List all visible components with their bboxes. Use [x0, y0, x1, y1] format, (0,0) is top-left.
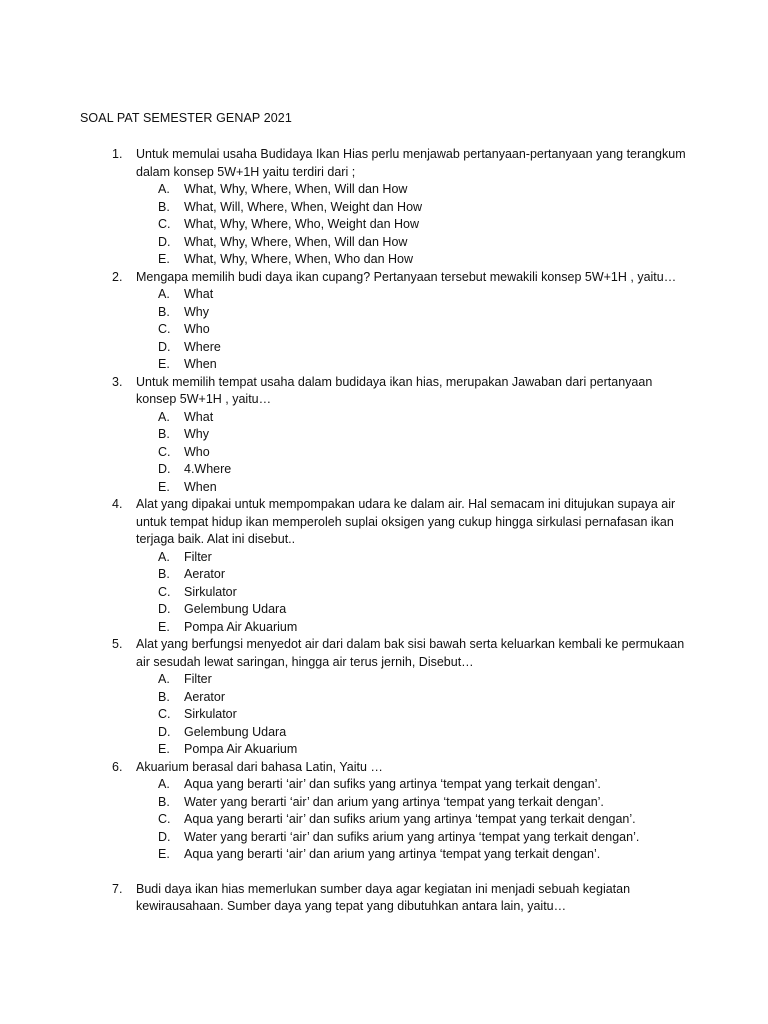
option-d: [0, 724, 688, 742]
question-list: [0, 146, 768, 916]
option-b: [0, 304, 688, 322]
option-b: [0, 199, 688, 217]
option-d: [0, 829, 688, 847]
option-letter: D.: [158, 462, 171, 476]
option-text: When: [184, 479, 217, 494]
option-d: [0, 234, 688, 252]
option-b: [0, 689, 688, 707]
option-b: [0, 426, 688, 444]
option-c: [0, 216, 688, 234]
question-6: [0, 759, 768, 864]
question-text: Alat yang dipakai untuk mempompakan udara ke dalam air. Hal semacam ini ditujukan supaya air untuk tempat hidup ikan memperoleh suplai oksigen yang cukup hingga sirkulasi pernafasan ikan terjaga baik. Alat ini disebut..: [136, 497, 676, 546]
option-text: Aqua yang berarti ‘air’ dan arium yang artinya ‘tempat yang terkait dengan’.: [184, 847, 601, 861]
option-text: Aqua yang berarti ‘air’ dan sufiks yang artinya ‘tempat yang terkait dengan’.: [184, 777, 601, 791]
option-text: What: [184, 409, 214, 424]
option-letter: C.: [158, 584, 171, 599]
option-letter: A.: [158, 409, 170, 424]
option-text: Pompa Air Akuarium: [184, 742, 298, 756]
option-letter: C.: [158, 217, 171, 231]
option-letter: C.: [158, 707, 171, 721]
question-number: 5.: [112, 637, 123, 651]
option-text: Gelembung Udara: [184, 602, 287, 616]
option-a: [0, 776, 688, 794]
option-text: Filter: [184, 672, 212, 686]
option-letter: B.: [158, 304, 170, 319]
option-text: Where: [184, 339, 221, 354]
option-text: Who: [184, 322, 210, 336]
option-e: [0, 479, 688, 497]
option-text: Aerator: [184, 567, 225, 581]
question-1: [0, 146, 768, 269]
option-text: Gelembung Udara: [184, 724, 287, 739]
option-letter: E.: [158, 847, 170, 861]
option-e: [0, 251, 688, 269]
question-3: [0, 374, 768, 497]
option-a: [0, 549, 688, 567]
option-text: What, Why, Where, Who, Weight dan How: [184, 217, 420, 231]
question-number: 1.: [112, 147, 123, 161]
question-text: Akuarium berasal dari bahasa Latin, Yaitu …: [136, 759, 383, 774]
question-number: 6.: [112, 759, 123, 774]
option-c: [0, 811, 688, 829]
option-letter: B.: [158, 689, 170, 704]
option-e: [0, 619, 688, 637]
option-letter: D.: [158, 234, 171, 249]
option-d: [0, 339, 688, 357]
option-a: [0, 286, 688, 304]
option-a: [0, 671, 688, 689]
spacer: [0, 864, 768, 881]
question-5: [0, 636, 768, 759]
option-list: [136, 181, 688, 269]
option-text: Aqua yang berarti ‘air’ dan sufiks arium yang artinya ‘tempat yang terkait dengan’.: [184, 812, 636, 826]
option-c: [0, 444, 688, 462]
option-a: [0, 181, 688, 199]
option-letter: C.: [158, 322, 171, 336]
option-list: [136, 776, 688, 864]
option-text: Water yang berarti ‘air’ dan arium yang artinya ‘tempat yang terkait dengan’.: [184, 794, 604, 809]
question-2: [0, 269, 768, 374]
option-text: What, Why, Where, When, Will dan How: [184, 234, 408, 249]
option-c: [0, 706, 688, 724]
option-d: [0, 461, 688, 479]
option-b: [0, 794, 688, 812]
option-e: [0, 846, 688, 864]
option-letter: A.: [158, 777, 170, 791]
question-7: [0, 881, 768, 916]
option-text: What, Why, Where, When, Who dan How: [184, 252, 414, 266]
option-text: 4.Where: [184, 462, 232, 476]
option-letter: E.: [158, 742, 170, 756]
option-text: Sirkulator: [184, 707, 237, 721]
option-d: [0, 601, 688, 619]
option-list: [136, 671, 688, 759]
option-c: [0, 321, 688, 339]
option-text: Who: [184, 444, 210, 459]
option-text: Why: [184, 304, 209, 319]
option-text: Aerator: [184, 689, 225, 704]
option-letter: D.: [158, 724, 171, 739]
option-a: [0, 409, 688, 427]
question-text: Untuk memulai usaha Budidaya Ikan Hias perlu menjawab pertanyaan-pertanyaan yang terangkum dalam konsep 5W+1H yaitu terdiri dari ;: [136, 147, 686, 179]
option-letter: A.: [158, 182, 170, 196]
question-4: [0, 496, 768, 636]
option-text: When: [184, 357, 217, 371]
option-letter: A.: [158, 287, 170, 301]
option-letter: E.: [158, 252, 170, 266]
option-letter: E.: [158, 357, 170, 371]
option-letter: B.: [158, 567, 170, 581]
option-text: What, Why, Where, When, Will dan How: [184, 182, 408, 196]
option-letter: B.: [158, 427, 170, 441]
option-c: [0, 584, 688, 602]
option-letter: D.: [158, 339, 171, 354]
page-title: SOAL PAT SEMESTER GENAP 2021: [80, 111, 292, 125]
question-text: Untuk memilih tempat usaha dalam budidaya ikan hias, merupakan Jawaban dari pertanyaan konsep 5W+1H , yaitu…: [136, 374, 653, 406]
option-text: Why: [184, 427, 209, 441]
option-text: Filter: [184, 549, 212, 564]
option-letter: A.: [158, 672, 170, 686]
question-text: Alat yang berfungsi menyedot air dari dalam bak sisi bawah serta keluarkan kembali ke permukaan air sesudah lewat saringan, hingga air terus jernih, Disebut…: [136, 637, 685, 669]
option-text: What: [184, 287, 214, 301]
option-text: Pompa Air Akuarium: [184, 619, 298, 634]
option-e: [0, 356, 688, 374]
option-letter: E.: [158, 619, 170, 634]
option-letter: C.: [158, 812, 171, 826]
option-text: Water yang berarti ‘air’ dan sufiks arium yang artinya ‘tempat yang terkait dengan’.: [184, 829, 640, 844]
option-text: What, Will, Where, When, Weight dan How: [184, 199, 423, 214]
option-text: Sirkulator: [184, 584, 237, 599]
option-letter: E.: [158, 479, 170, 494]
question-number: 7.: [112, 881, 123, 896]
question-number: 3.: [112, 374, 123, 389]
option-letter: B.: [158, 199, 170, 214]
option-letter: B.: [158, 794, 170, 809]
option-list: [136, 409, 688, 497]
option-b: [0, 566, 688, 584]
question-text: Budi daya ikan hias memerlukan sumber daya agar kegiatan ini menjadi sebuah kegiatan kewirausahaan. Sumber daya yang tepat yang dibutuhkan antara lain, yaitu…: [136, 881, 631, 913]
option-list: [136, 549, 688, 637]
option-letter: C.: [158, 444, 171, 459]
option-e: [0, 741, 688, 759]
question-number: 2.: [112, 269, 123, 284]
option-letter: D.: [158, 602, 171, 616]
question-number: 4.: [112, 497, 123, 511]
option-list: [136, 286, 688, 374]
option-letter: A.: [158, 549, 170, 564]
option-letter: D.: [158, 829, 171, 844]
question-text: Mengapa memilih budi daya ikan cupang? Pertanyaan tersebut mewakili konsep 5W+1H , yaitu…: [136, 269, 677, 284]
